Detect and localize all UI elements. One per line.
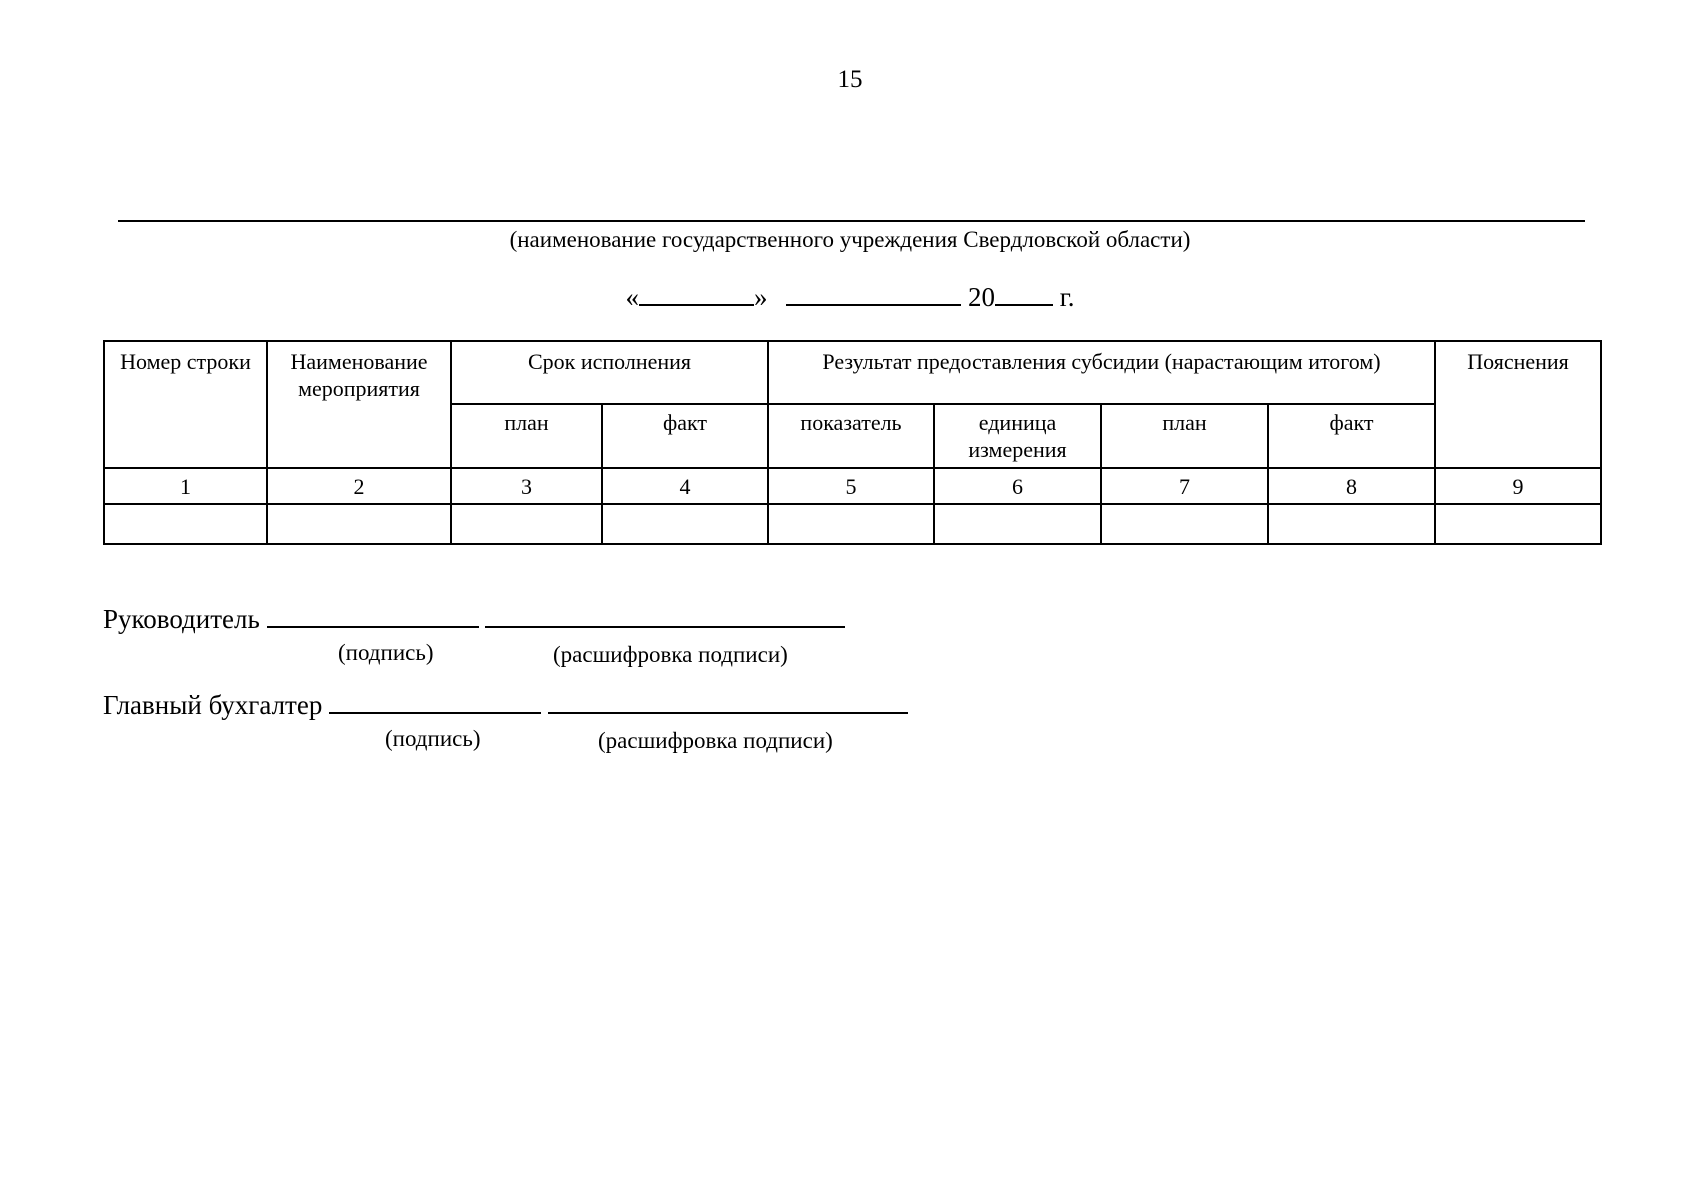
head-decoding-blank xyxy=(485,604,845,628)
header-deadline-fact: факт xyxy=(602,404,768,468)
header-deadline-plan: план xyxy=(451,404,602,468)
table-cell xyxy=(1101,504,1268,544)
close-quote: » xyxy=(753,282,768,312)
header-deadline-group: Срок исполнения xyxy=(451,341,768,404)
table-cell xyxy=(768,504,934,544)
header-result-group: Результат предоставления субсидии (нарастающим итогом) xyxy=(768,341,1435,404)
table-cell xyxy=(451,504,602,544)
year-blank xyxy=(995,280,1053,306)
column-number: 2 xyxy=(267,468,451,504)
accountant-decoding-caption: (расшифровка подписи) xyxy=(598,728,833,753)
header-event-name: Наименование мероприятия xyxy=(267,341,451,468)
column-number: 6 xyxy=(934,468,1101,504)
page-number: 15 xyxy=(837,66,863,93)
open-quote: « xyxy=(625,282,639,312)
month-blank xyxy=(786,280,961,306)
table-cell xyxy=(934,504,1101,544)
table-cell xyxy=(1268,504,1435,544)
table-row xyxy=(104,504,1601,544)
report-table xyxy=(103,340,1602,545)
column-numbers-row xyxy=(104,468,1601,504)
header-result-plan: план xyxy=(1101,404,1268,468)
column-number: 8 xyxy=(1268,468,1435,504)
header-result-fact: факт xyxy=(1268,404,1435,468)
accountant-decoding-blank xyxy=(548,690,908,714)
year-suffix: г. xyxy=(1059,282,1075,312)
table-cell xyxy=(104,504,267,544)
column-number: 1 xyxy=(104,468,267,504)
year-prefix: 20 xyxy=(967,282,995,312)
accountant-signature-caption: (подпись) xyxy=(385,726,481,751)
head-label: Руководитель xyxy=(103,604,260,634)
accountant-signature-line xyxy=(103,690,908,721)
header-row-number: Номер строки xyxy=(104,341,267,468)
organization-name-line xyxy=(118,220,1585,222)
head-signature-blank xyxy=(267,604,479,628)
column-number: 9 xyxy=(1435,468,1601,504)
accountant-label: Главный бухгалтер xyxy=(103,690,323,720)
table-cell xyxy=(1435,504,1601,544)
head-signature-caption: (подпись) xyxy=(338,640,434,665)
table-cell xyxy=(267,504,451,544)
column-number: 5 xyxy=(768,468,934,504)
day-blank xyxy=(639,280,754,306)
column-number: 4 xyxy=(602,468,768,504)
organization-caption: (наименование государственного учреждения Свердловской области) xyxy=(509,227,1191,252)
head-decoding-caption: (расшифровка подписи) xyxy=(553,642,788,667)
head-signature-line xyxy=(103,604,845,635)
table-cell xyxy=(602,504,768,544)
column-number: 7 xyxy=(1101,468,1268,504)
header-result-unit: единица измерения xyxy=(934,404,1101,468)
header-result-indicator: показатель xyxy=(768,404,934,468)
header-notes: Пояснения xyxy=(1435,341,1601,468)
column-number: 3 xyxy=(451,468,602,504)
date-line xyxy=(0,280,1700,313)
accountant-signature-blank xyxy=(329,690,541,714)
